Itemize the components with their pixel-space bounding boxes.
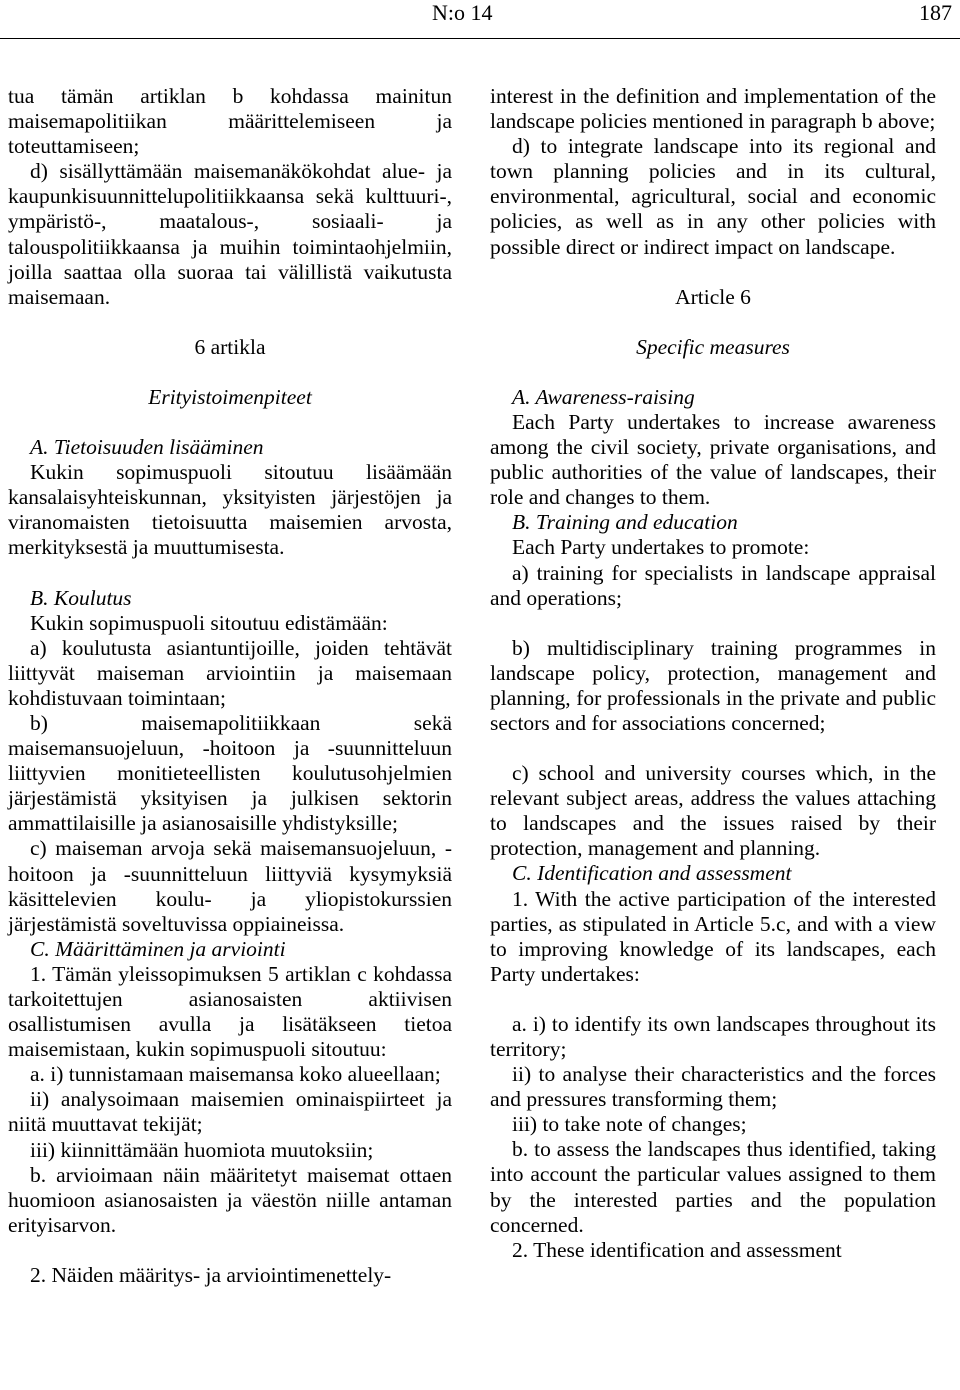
issue-number: N:o 14 [432,0,493,25]
en-section-b-item-c: c) school and university courses which, in the relevant subject areas, address the values attaching to landscapes and the issues raised by their protection, management and planning. [490,761,936,861]
fi-section-c-item-a-i: a. i) tunnistamaan maisemansa koko alueellaan; [30,1062,441,1087]
fi-section-c-item-b: b. arvioimaan näin määritetyt maisemat ottaen huomioon asianosaisten ja väestön niille antaman erityisarvon. [8,1162,452,1237]
fi-section-c-para-2: 2. Näiden määritys- ja arviointimenettely- [30,1262,392,1287]
fi-section-c-heading: C. Määrittäminen ja arviointi [30,936,286,961]
fi-section-b-item-b: b) maisemapolitiikkaan sekä maisemansuojeluun, -hoitoon ja -suunnitteluun liittyvien monitieteellisten koulutusohjelmien järjestämistä yksityisen ja julkisen sektorin ammattilaisille ja asianosaisille yhdistyksille; [8,710,452,836]
en-article-title: Specific measures [636,334,790,359]
fi-section-c-item-iii: iii) kiinnittämään huomiota muutoksiin; [30,1137,374,1162]
en-section-c-item-a-i: a. i) to identify its own landscapes throughout its territory; [490,1011,936,1061]
en-section-c-item-ii: ii) to analyse their characteristics and the forces and pressures transforming them; [490,1062,936,1112]
fi-section-c-item-ii: ii) analysoimaan maisemien ominaispiirteet ja niitä muuttavat tekijät; [8,1087,452,1137]
en-article-number: Article 6 [675,284,751,309]
page-header [0,0,960,26]
en-section-c-item-b: b. to assess the landscapes thus identified, taking into account the particular values assigned to them by the interested parties and the population concerned. [490,1137,936,1237]
fi-article-number: 6 artikla [194,334,266,359]
en-section-c-para-2: 2. These identification and assessment [512,1237,842,1262]
en-section-b-item-a: a) training for specialists in landscape appraisal and operations; [490,560,936,610]
en-section-a-heading: A. Awareness-raising [512,384,695,409]
fi-section-b-item-c: c) maiseman arvoja sekä maisemansuojeluun, -hoitoon ja -suunnitteluun liittyviä kysymyksiä käsittelevien koulu- ja yliopistokurssien järjestämistä soveltuvissa oppiaineissa. [8,836,452,936]
en-section-c-heading: C. Identification and assessment [512,861,792,886]
en-item-d: d) to integrate landscape into its regional and town planning policies and in its cultural, environmental, agricultural, social and economic policies, as well as in any other policies with possible direct or indirect impact on landscape. [490,134,936,259]
en-section-c-item-iii: iii) to take note of changes; [512,1112,747,1137]
fi-section-a-text: Kukin sopimuspuoli sitoutuu lisäämään kansalaisyhteiskunnan, yksityisten järjestöjen ja viranomaisten tietoisuutta maisemien arvosta, merkityksestä ja muuttumisesta. [8,460,452,560]
header-rule [0,38,960,39]
en-intro: interest in the definition and implementation of the landscape policies mentioned in paragraph b above; [490,84,936,134]
fi-intro: tua tämän artiklan b kohdassa mainitun maisemapolitiikan määrittelemiseen ja toteuttamiseen; [8,84,452,159]
english-column [490,84,936,1263]
en-section-b-item-b: b) multidisciplinary training programmes in landscape policy, protection, management and planning, for professionals in the private and public sectors and for associations concerned; [490,635,936,735]
en-section-b-heading: B. Training and education [512,510,738,535]
finnish-column [8,84,452,1288]
fi-article-title: Erityistoimenpiteet [148,384,312,409]
en-section-b-intro: Each Party undertakes to promote: [512,535,810,560]
fi-section-b-heading: B. Koulutus [30,585,132,610]
fi-item-d: d) sisällyttämään maisemanäkökohdat alue- ja kaupunkisuunnittelupolitiikkaansa sekä kulttuuri-, ympäristö-, maatalous-, sosiaali- ja talouspolitiikkaansa ja muihin toimintaohjelmiin, joilla saattaa olla suoraa tai välillistä vaikutusta maisemaan. [8,159,452,309]
page-number: 187 [919,0,952,25]
fi-section-b-intro: Kukin sopimuspuoli sitoutuu edistämään: [30,610,388,635]
en-section-a-text: Each Party undertakes to increase awareness among the civil society, private organisations, and public authorities of the value of landscapes, their role and changes to them. [490,409,936,510]
fi-section-c-para-1: 1. Tämän yleissopimuksen 5 artiklan c kohdassa tarkoitettujen asianosaisten aktiivisen osallistumisen avulla ja lisätäkseen tietoa maisemistaan, kukin sopimuspuoli sitoutuu: [8,961,452,1062]
en-section-c-para-1: 1. With the active participation of the interested parties, as stipulated in Article 5.c, and with a view to improving knowledge of its landscapes, each Party undertakes: [490,886,936,986]
fi-section-b-item-a: a) koulutusta asiantuntijoille, joiden tehtävät liittyvät maiseman arviointiin ja maisemaan kohdistuvaan toimintaan; [8,635,452,710]
fi-section-a-heading: A. Tietoisuuden lisääminen [30,435,264,460]
